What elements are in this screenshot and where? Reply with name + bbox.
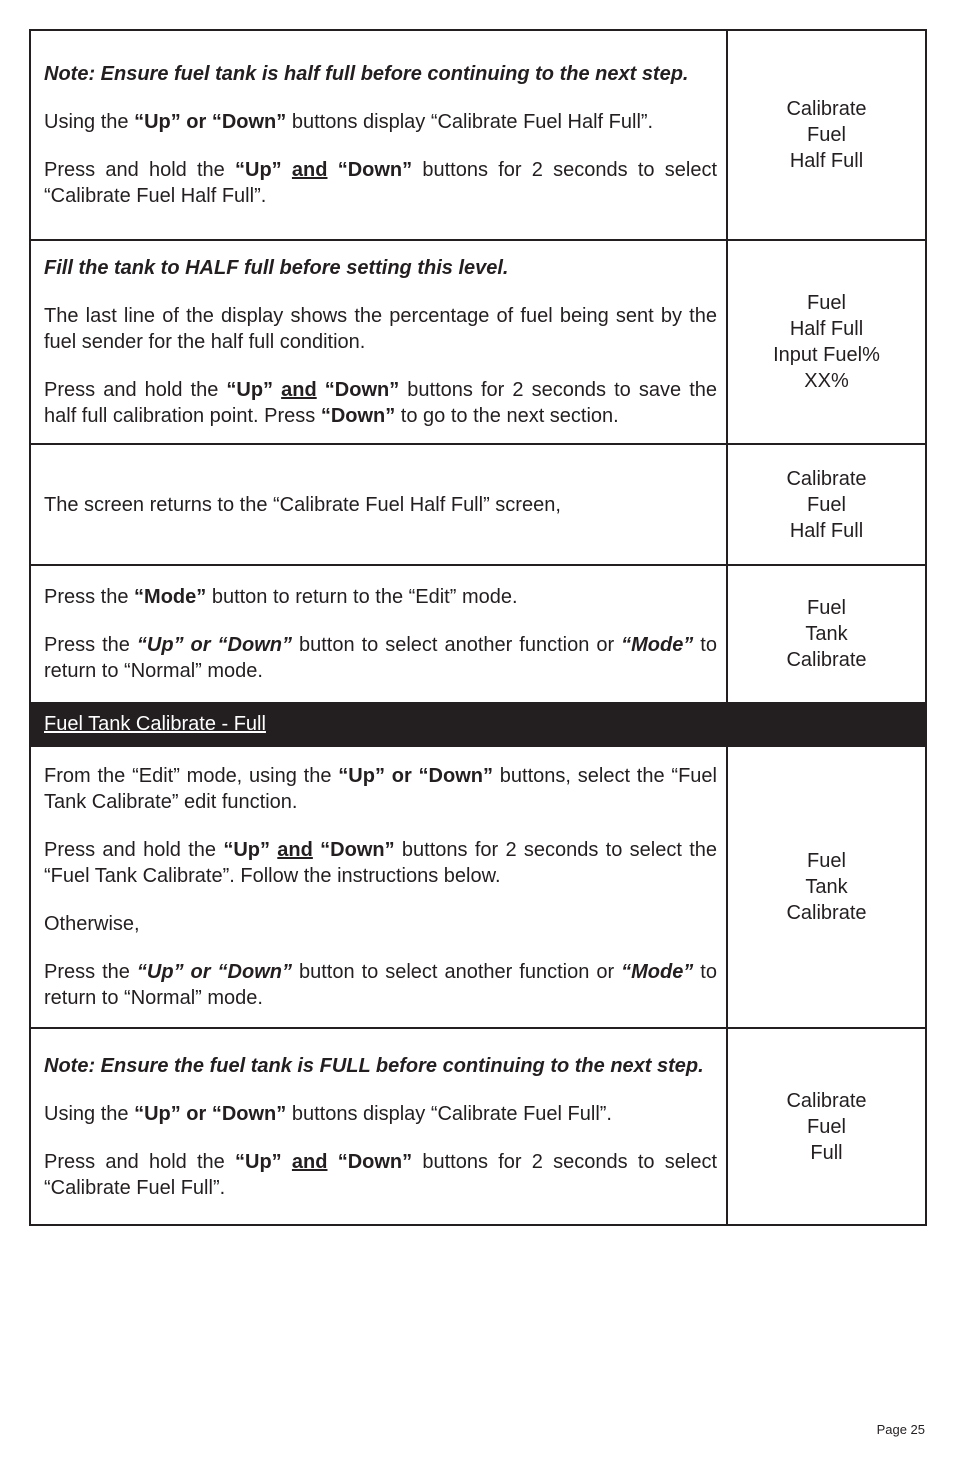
screen-line: Half Full xyxy=(789,519,864,542)
bold-text: “Up” xyxy=(235,1150,282,1173)
instruction-paragraph xyxy=(44,763,717,815)
bold-text: “Up” or “Down” xyxy=(134,111,287,133)
page-number: Page 25 xyxy=(876,1422,925,1437)
text-span: Using the xyxy=(44,1102,135,1125)
table-row xyxy=(30,746,926,1028)
text-span: button to return to the “Edit” mode. xyxy=(206,586,518,608)
text-span: to go to the next section. xyxy=(395,405,619,427)
text-span: Press and hold the xyxy=(44,839,224,861)
table-row xyxy=(30,1028,926,1225)
screen-line: XX% xyxy=(804,370,849,392)
text-span: buttons for 2 seconds to save the half full calibration point. Press xyxy=(44,379,717,427)
instruction-paragraph xyxy=(44,1101,717,1127)
bold-text: “Down” xyxy=(337,159,413,181)
underlined-text: and xyxy=(291,159,328,181)
text-span: Press the xyxy=(44,586,135,608)
screen-line: Input Fuel% xyxy=(773,344,880,366)
bold-italic-text: “Mode” xyxy=(621,961,694,983)
text-span: Using the xyxy=(44,111,135,133)
instruction-cell xyxy=(30,746,727,1028)
underlined-text: and xyxy=(291,1150,328,1173)
instruction-cell xyxy=(30,565,727,703)
screen-line: Calibrate xyxy=(786,902,867,924)
text-span: buttons for 2 seconds to select “Calibrate Fuel Full”. xyxy=(44,1150,717,1199)
text-span: Press and hold the xyxy=(44,1150,236,1173)
bold-text: “Up” xyxy=(223,839,270,861)
instruction-paragraph xyxy=(44,959,717,1011)
instruction-paragraph xyxy=(44,584,717,610)
table-row xyxy=(30,30,926,240)
section-header: Fuel Tank Calibrate - Full xyxy=(30,703,926,746)
screen-line: Half Full xyxy=(789,318,864,340)
text-span: buttons for 2 seconds to select “Calibrate Fuel Half Full”. xyxy=(44,159,717,207)
display-screen-cell xyxy=(727,30,926,240)
text-span: buttons, select the “Fuel Tank Calibrate” edit function. xyxy=(44,765,717,813)
note-text: Note: Ensure the fuel tank is FULL before continuing to the next step. xyxy=(44,1054,704,1077)
text-span: Press and hold the xyxy=(44,379,227,401)
bold-text: “Up” xyxy=(226,379,274,401)
instruction-paragraph xyxy=(44,157,717,209)
instruction-cell xyxy=(30,240,727,444)
screen-line: Calibrate xyxy=(786,467,867,490)
bold-italic-text: “Up” or “Down” xyxy=(136,634,292,656)
display-screen-cell xyxy=(727,565,926,703)
text-span: button to select another function or xyxy=(291,961,622,983)
text-span: Press the xyxy=(44,634,137,656)
bold-text: “Down” xyxy=(320,405,396,427)
instruction-paragraph: Otherwise, xyxy=(44,913,140,935)
section-header-row xyxy=(30,703,926,746)
bold-text: “Up” or “Down” xyxy=(338,765,493,787)
text-span: to return to “Normal” mode. xyxy=(44,634,717,682)
display-screen-cell xyxy=(727,444,926,565)
bold-text: “Down” xyxy=(337,1150,413,1173)
screen-line: Tank xyxy=(805,876,848,898)
note-text: Note: Ensure fuel tank is half full before continuing to the next step. xyxy=(44,63,689,85)
bold-text: “Mode” xyxy=(134,586,207,608)
text-span: buttons for 2 seconds to select the “Fuel Tank Calibrate”. Follow the instructions below. xyxy=(44,839,718,887)
screen-line: Fuel xyxy=(807,597,846,619)
instruction-cell xyxy=(30,30,727,240)
instruction-paragraph: The last line of the display shows the percentage of fuel being sent by the fuel sender for the half full condition. xyxy=(44,305,717,353)
screen-line: Fuel xyxy=(807,850,846,872)
screen-line: Half Full xyxy=(789,150,864,172)
screen-line: Fuel xyxy=(807,493,846,516)
bold-italic-text: “Mode” xyxy=(621,634,694,656)
table-row xyxy=(30,240,926,444)
text-span: From the “Edit” mode, using the xyxy=(44,765,339,787)
screen-line: Full xyxy=(810,1141,843,1164)
table-row xyxy=(30,444,926,565)
screen-line: Fuel xyxy=(807,1115,846,1138)
screen-line: Fuel xyxy=(807,292,846,314)
instruction-paragraph xyxy=(44,1149,717,1201)
text-span: Press the xyxy=(44,961,137,983)
display-screen-cell xyxy=(727,1028,926,1225)
instruction-cell xyxy=(30,444,727,565)
instruction-paragraph xyxy=(44,837,717,889)
display-screen-cell xyxy=(727,240,926,444)
bold-text: “Down” xyxy=(324,379,400,401)
screen-line: Calibrate xyxy=(786,649,867,671)
underlined-text: and xyxy=(277,839,313,861)
instruction-paragraph xyxy=(44,109,717,135)
text-span: buttons display “Calibrate Fuel Full”. xyxy=(286,1102,612,1125)
bold-text: “Down” xyxy=(320,839,395,861)
text-span: buttons display “Calibrate Fuel Half Full”. xyxy=(286,111,654,133)
table-row xyxy=(30,565,926,703)
bold-italic-text: “Up” or “Down” xyxy=(136,961,292,983)
instruction-paragraph: The screen returns to the “Calibrate Fuel Half Full” screen, xyxy=(44,493,561,516)
instruction-paragraph xyxy=(44,632,717,684)
screen-line: Calibrate xyxy=(786,1089,867,1112)
text-span: to return to “Normal” mode. xyxy=(44,961,717,1009)
note-text: Fill the tank to HALF full before setting this level. xyxy=(44,257,509,279)
screen-line: Calibrate xyxy=(786,98,867,120)
instruction-paragraph xyxy=(44,377,717,429)
underlined-text: and xyxy=(281,379,317,401)
display-screen-cell xyxy=(727,746,926,1028)
screen-line: Fuel xyxy=(807,124,846,146)
text-span: Press and hold the xyxy=(44,159,236,181)
screen-line: Tank xyxy=(805,623,848,645)
instruction-table xyxy=(29,29,927,1226)
bold-text: “Up” xyxy=(235,159,282,181)
text-span: button to select another function or xyxy=(291,634,622,656)
bold-text: “Up” or “Down” xyxy=(134,1102,287,1125)
instruction-cell xyxy=(30,1028,727,1225)
